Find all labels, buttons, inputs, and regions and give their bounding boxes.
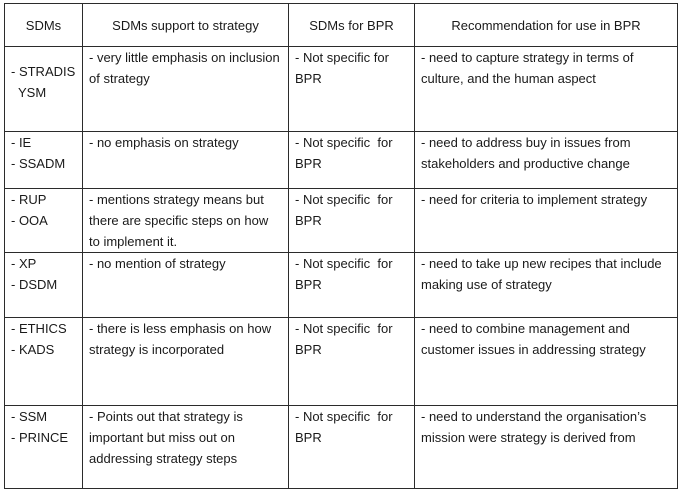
table-header-row xyxy=(5,4,678,47)
sdm-name: - XP xyxy=(11,256,37,271)
strategy-support-cell: - there is less emphasis on how strategy is incorporated xyxy=(83,318,289,406)
header-recommendation: Recommendation for use in BPR xyxy=(415,4,678,47)
sdms-cell xyxy=(5,189,83,253)
sdms-cell xyxy=(5,253,83,318)
sdm-name: - KADS xyxy=(11,342,55,357)
sdms-cell xyxy=(5,47,83,132)
table-row xyxy=(5,406,678,489)
recommendation-cell: - need to address buy in issues from stakeholders and productive change xyxy=(415,132,678,189)
sdm-name: - SSADM xyxy=(11,156,66,171)
strategy-support-cell: - very little emphasis on inclusion of strategy xyxy=(83,47,289,132)
strategy-support-cell: - mentions strategy means but there are specific steps on how to implement it. xyxy=(83,189,289,253)
recommendation-cell: - need to take up new recipes that include making use of strategy xyxy=(415,253,678,318)
sdms-cell xyxy=(5,132,83,189)
bpr-cell: - Not specific for BPR xyxy=(289,47,415,132)
header-sdms: SDMs xyxy=(5,4,83,47)
header-strategy-support: SDMs support to strategy xyxy=(83,4,289,47)
sdm-name: YSM xyxy=(11,85,47,100)
bpr-cell: - Not specific for BPR xyxy=(289,132,415,189)
recommendation-cell: - need to capture strategy in terms of culture, and the human aspect xyxy=(415,47,678,132)
sdm-name: - SSM xyxy=(11,409,48,424)
sdm-name: - OOA xyxy=(11,213,48,228)
bpr-cell: - Not specific for BPR xyxy=(289,406,415,489)
bpr-cell: - Not specific for BPR xyxy=(289,189,415,253)
sdm-name: - IE xyxy=(11,135,32,150)
sdm-comparison-table xyxy=(4,3,678,489)
bpr-cell: - Not specific for BPR xyxy=(289,318,415,406)
recommendation-cell: - need to combine management and customer issues in addressing strategy xyxy=(415,318,678,406)
bpr-cell: - Not specific for BPR xyxy=(289,253,415,318)
table-row xyxy=(5,132,678,189)
recommendation-cell: - need to understand the organisation’s mission were strategy is derived from xyxy=(415,406,678,489)
table-row xyxy=(5,47,678,132)
table-row xyxy=(5,189,678,253)
strategy-support-cell: - Points out that strategy is important but miss out on addressing strategy steps xyxy=(83,406,289,489)
sdm-name: - DSDM xyxy=(11,277,58,292)
header-bpr: SDMs for BPR xyxy=(289,4,415,47)
recommendation-cell: - need for criteria to implement strategy xyxy=(415,189,678,253)
strategy-support-cell: - no mention of strategy xyxy=(83,253,289,318)
sdms-cell xyxy=(5,318,83,406)
table-row xyxy=(5,253,678,318)
sdm-name: - PRINCE xyxy=(11,430,69,445)
sdms-cell xyxy=(5,406,83,489)
sdm-name: - ETHICS xyxy=(11,321,67,336)
sdm-name: - STRADIS xyxy=(11,64,76,79)
table-row xyxy=(5,318,678,406)
strategy-support-cell: - no emphasis on strategy xyxy=(83,132,289,189)
sdm-name: - RUP xyxy=(11,192,47,207)
